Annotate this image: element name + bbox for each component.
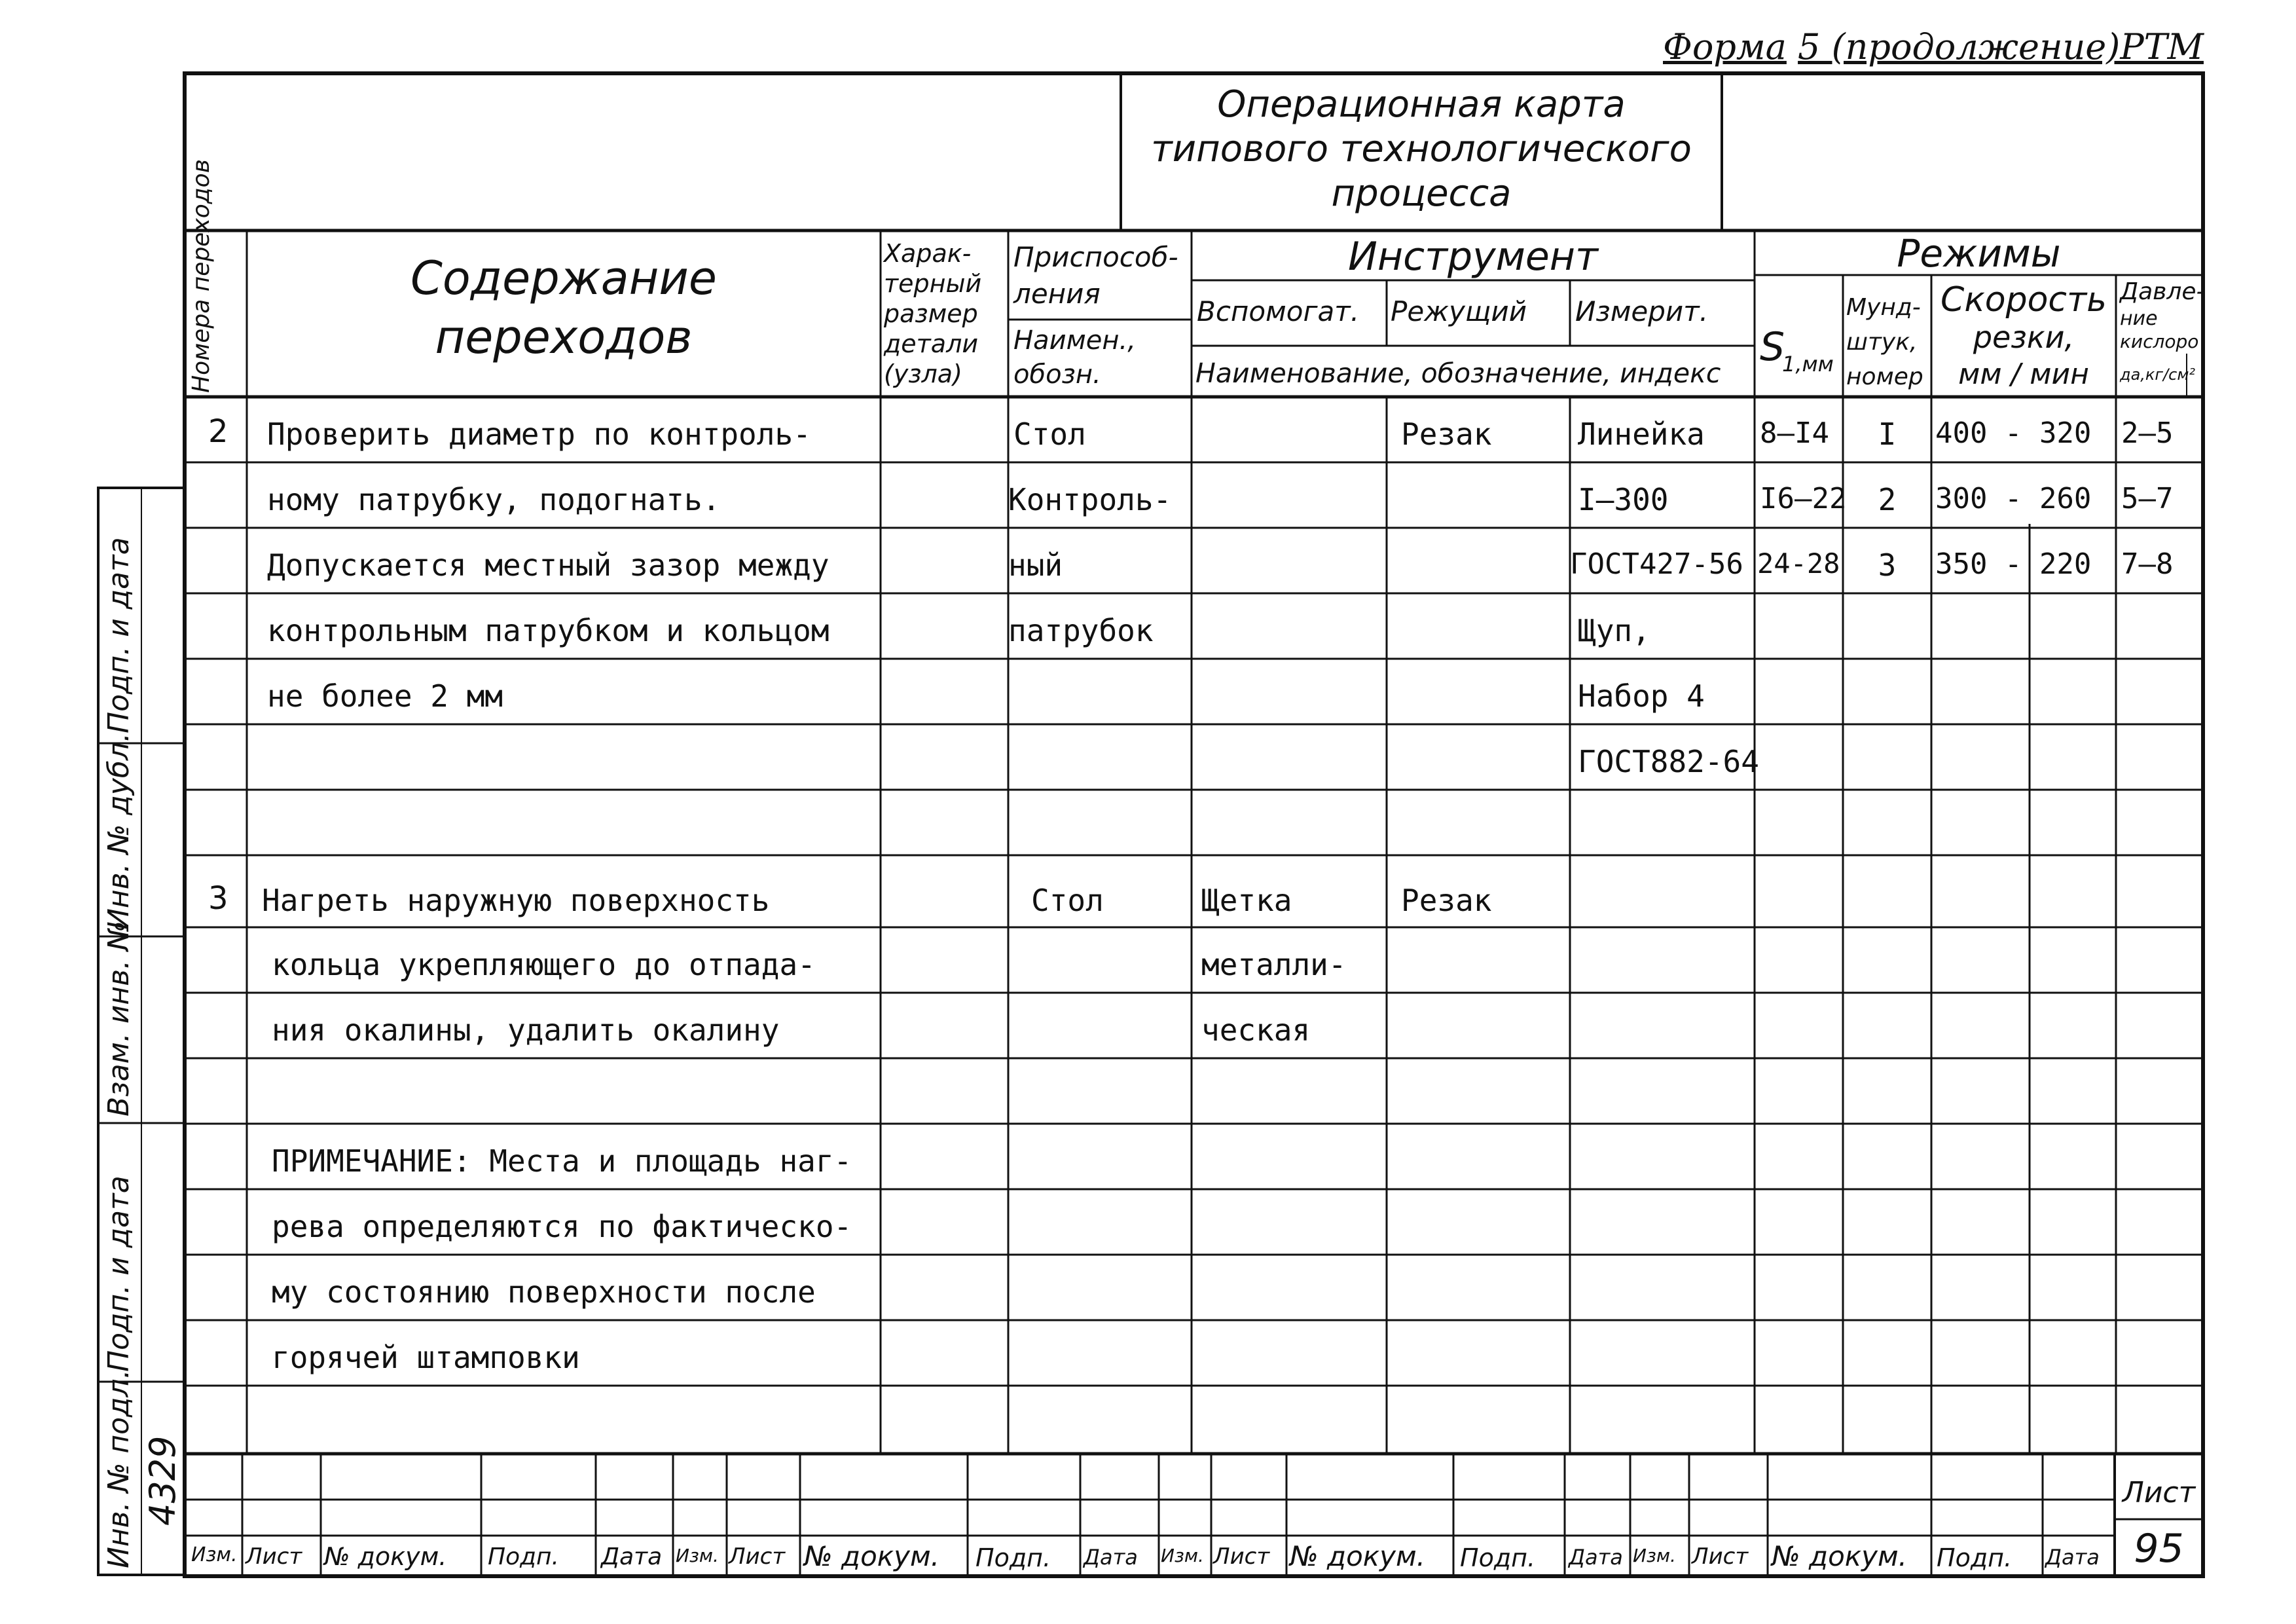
footer-label-9: Подп. bbox=[975, 1543, 1051, 1572]
footer-label-1: Изм. bbox=[191, 1543, 238, 1566]
footer-label-19: Подп. bbox=[1937, 1543, 2013, 1572]
footer-label-15: Дата bbox=[1569, 1545, 1623, 1570]
thickness-2: I6–22 bbox=[1760, 482, 1847, 515]
pressure-2: 5–7 bbox=[2121, 482, 2174, 515]
measuring-tool-3: ГОСТ427-56 bbox=[1570, 547, 1743, 581]
footer-label-12: Лист bbox=[1213, 1543, 1270, 1570]
header-s: S bbox=[1760, 324, 1785, 370]
note-line-1: ПРИМЕЧАНИЕ: Места и площадь наг- bbox=[272, 1143, 852, 1179]
header-char-2: терный bbox=[884, 269, 982, 298]
header-mund-1: Мунд- bbox=[1846, 294, 1921, 321]
fixture-line-8: Стол bbox=[1031, 883, 1104, 918]
header-speed-2: резки, bbox=[1973, 320, 2075, 355]
header-name-designation: Наименование, обозначение, индекс bbox=[1195, 358, 1721, 389]
margin-sign-date-2: Подп. и дата bbox=[102, 1175, 136, 1372]
mouthpiece-2: 2 bbox=[1878, 482, 1897, 517]
mouthpiece-1: I bbox=[1878, 416, 1897, 452]
card-title-line-2: типового технологического bbox=[1151, 128, 1692, 170]
header-instrument: Инструмент bbox=[1347, 234, 1598, 280]
header-press-2: ние bbox=[2120, 307, 2158, 330]
header-content-line-1: Содержание bbox=[410, 251, 717, 305]
footer-label-14: Подп. bbox=[1460, 1543, 1536, 1572]
header-measuring: Измерит. bbox=[1575, 295, 1709, 327]
fixture-line-3: ный bbox=[1008, 547, 1063, 583]
header-mund-3: номер bbox=[1846, 363, 1923, 390]
auxiliary-tool-9: металли- bbox=[1201, 947, 1347, 982]
sheet-label: Лист bbox=[2122, 1476, 2196, 1509]
fixture-line-4: патрубок bbox=[1008, 613, 1154, 648]
note-line-2: рева определяются по фактическо- bbox=[272, 1209, 852, 1244]
margin-sign-date-1: Подп. и дата bbox=[102, 537, 136, 733]
footer-label-17: Лист bbox=[1692, 1543, 1749, 1570]
footer-label-2: Лист bbox=[246, 1543, 302, 1570]
footer-label-18: № докум. bbox=[1772, 1540, 1908, 1572]
card-title-line-3: процесса bbox=[1331, 172, 1512, 215]
measuring-tool-4: Щуп, bbox=[1578, 613, 1650, 648]
header-fixt-1: Приспособ- bbox=[1013, 241, 1178, 273]
content-line-4: контрольным патрубком и кольцом bbox=[267, 613, 829, 648]
content-line-10: ния окалины, удалить окалину bbox=[272, 1012, 780, 1048]
header-char-3: размер bbox=[884, 299, 978, 328]
card-title-line-1: Операционная карта bbox=[1217, 83, 1626, 126]
header-speed-1: Скорость bbox=[1941, 280, 2107, 320]
footer-label-4: Подп. bbox=[488, 1543, 559, 1570]
auxiliary-tool-10: ческая bbox=[1201, 1012, 1311, 1048]
transition-number-2: 2 bbox=[208, 413, 228, 450]
measuring-tool-5: Набор 4 bbox=[1578, 678, 1705, 714]
footer-label-20: Дата bbox=[2045, 1545, 2100, 1570]
margin-dup-inv: Инв. № дубл. bbox=[102, 732, 136, 930]
footer-label-7: Лист bbox=[729, 1543, 786, 1570]
mouthpiece-3: 3 bbox=[1878, 547, 1897, 583]
header-char-4: детали bbox=[884, 329, 979, 358]
content-line-9: кольца укрепляющего до отпада- bbox=[272, 947, 816, 982]
footer-label-3: № докум. bbox=[324, 1542, 447, 1571]
footer-label-16: Изм. bbox=[1633, 1545, 1676, 1566]
fixture-line-2: Контроль- bbox=[1008, 482, 1172, 517]
header-press-3: кислоро bbox=[2120, 331, 2199, 352]
thickness-1: 8–I4 bbox=[1760, 416, 1829, 450]
header-speed-3: мм / мин bbox=[1958, 358, 2089, 391]
note-line-4: горячей штамповки bbox=[272, 1340, 580, 1375]
measuring-tool-1: Линейка bbox=[1578, 416, 1705, 452]
measuring-tool-2: I–300 bbox=[1578, 482, 1669, 517]
header-press-1: Давле- bbox=[2120, 278, 2205, 305]
sheet-number: 95 bbox=[2134, 1526, 2184, 1572]
thickness-3: 24-28 bbox=[1757, 547, 1840, 580]
transition-number-3: 3 bbox=[208, 880, 228, 917]
note-line-3: му состоянию поверхности после bbox=[272, 1274, 816, 1310]
header-fixt-sub-2: обозн. bbox=[1013, 360, 1101, 390]
header-press-4: да,кг/см² bbox=[2120, 365, 2196, 384]
content-line-5: не более 2 мм bbox=[267, 678, 503, 714]
footer-label-13: № докум. bbox=[1290, 1540, 1426, 1572]
auxiliary-tool-8: Щетка bbox=[1201, 883, 1292, 918]
footer-label-11: Изм. bbox=[1161, 1545, 1204, 1566]
speed-2: 300 - 260 bbox=[1935, 482, 2092, 515]
header-content-line-2: переходов bbox=[435, 310, 693, 364]
footer-label-5: Дата bbox=[601, 1543, 663, 1570]
footer-label-10: Дата bbox=[1084, 1545, 1138, 1570]
fixture-line-1: Стол bbox=[1013, 416, 1086, 452]
header-modes: Режимы bbox=[1897, 231, 2061, 276]
content-line-1: Проверить диаметр по контроль- bbox=[267, 416, 811, 452]
header-transition-number: Номера переходов bbox=[188, 159, 215, 393]
header-fixt-sub-1: Наимен., bbox=[1013, 325, 1136, 356]
speed-1: 400 - 320 bbox=[1935, 416, 2092, 450]
margin-replace-inv: Взам. инв. № bbox=[102, 921, 136, 1116]
pressure-1: 2–5 bbox=[2121, 416, 2174, 450]
header-mund-2: штук, bbox=[1846, 329, 1918, 356]
form-label: Форма 5 (продолжение)РТМ bbox=[1663, 26, 2204, 67]
content-line-3: Допускается местный зазор между bbox=[267, 547, 829, 583]
header-cutting: Режущий bbox=[1391, 295, 1527, 327]
margin-original-inv: Инв. № подл. bbox=[102, 1369, 136, 1568]
content-line-8: Нагреть наружную поверхность bbox=[262, 883, 770, 918]
pressure-3: 7–8 bbox=[2121, 547, 2174, 581]
footer-label-6: Изм. bbox=[676, 1545, 719, 1566]
cutting-tool-1: Резак bbox=[1401, 416, 1492, 452]
measuring-tool-6: ГОСТ882-64 bbox=[1578, 744, 1759, 779]
header-s-unit: 1,мм bbox=[1782, 352, 1834, 377]
cutting-tool-8: Резак bbox=[1401, 883, 1492, 918]
header-char-1: Харак- bbox=[884, 239, 972, 268]
margin-inv-number: 4329 bbox=[142, 1435, 183, 1526]
content-line-2: ному патрубку, подогнать. bbox=[267, 482, 721, 517]
header-fixt-2: ления bbox=[1013, 278, 1101, 310]
speed-3: 350 - 220 bbox=[1935, 547, 2092, 581]
header-char-5: (узла) bbox=[884, 360, 962, 388]
header-auxiliary: Вспомогат. bbox=[1197, 295, 1360, 327]
footer-label-8: № докум. bbox=[804, 1540, 940, 1572]
